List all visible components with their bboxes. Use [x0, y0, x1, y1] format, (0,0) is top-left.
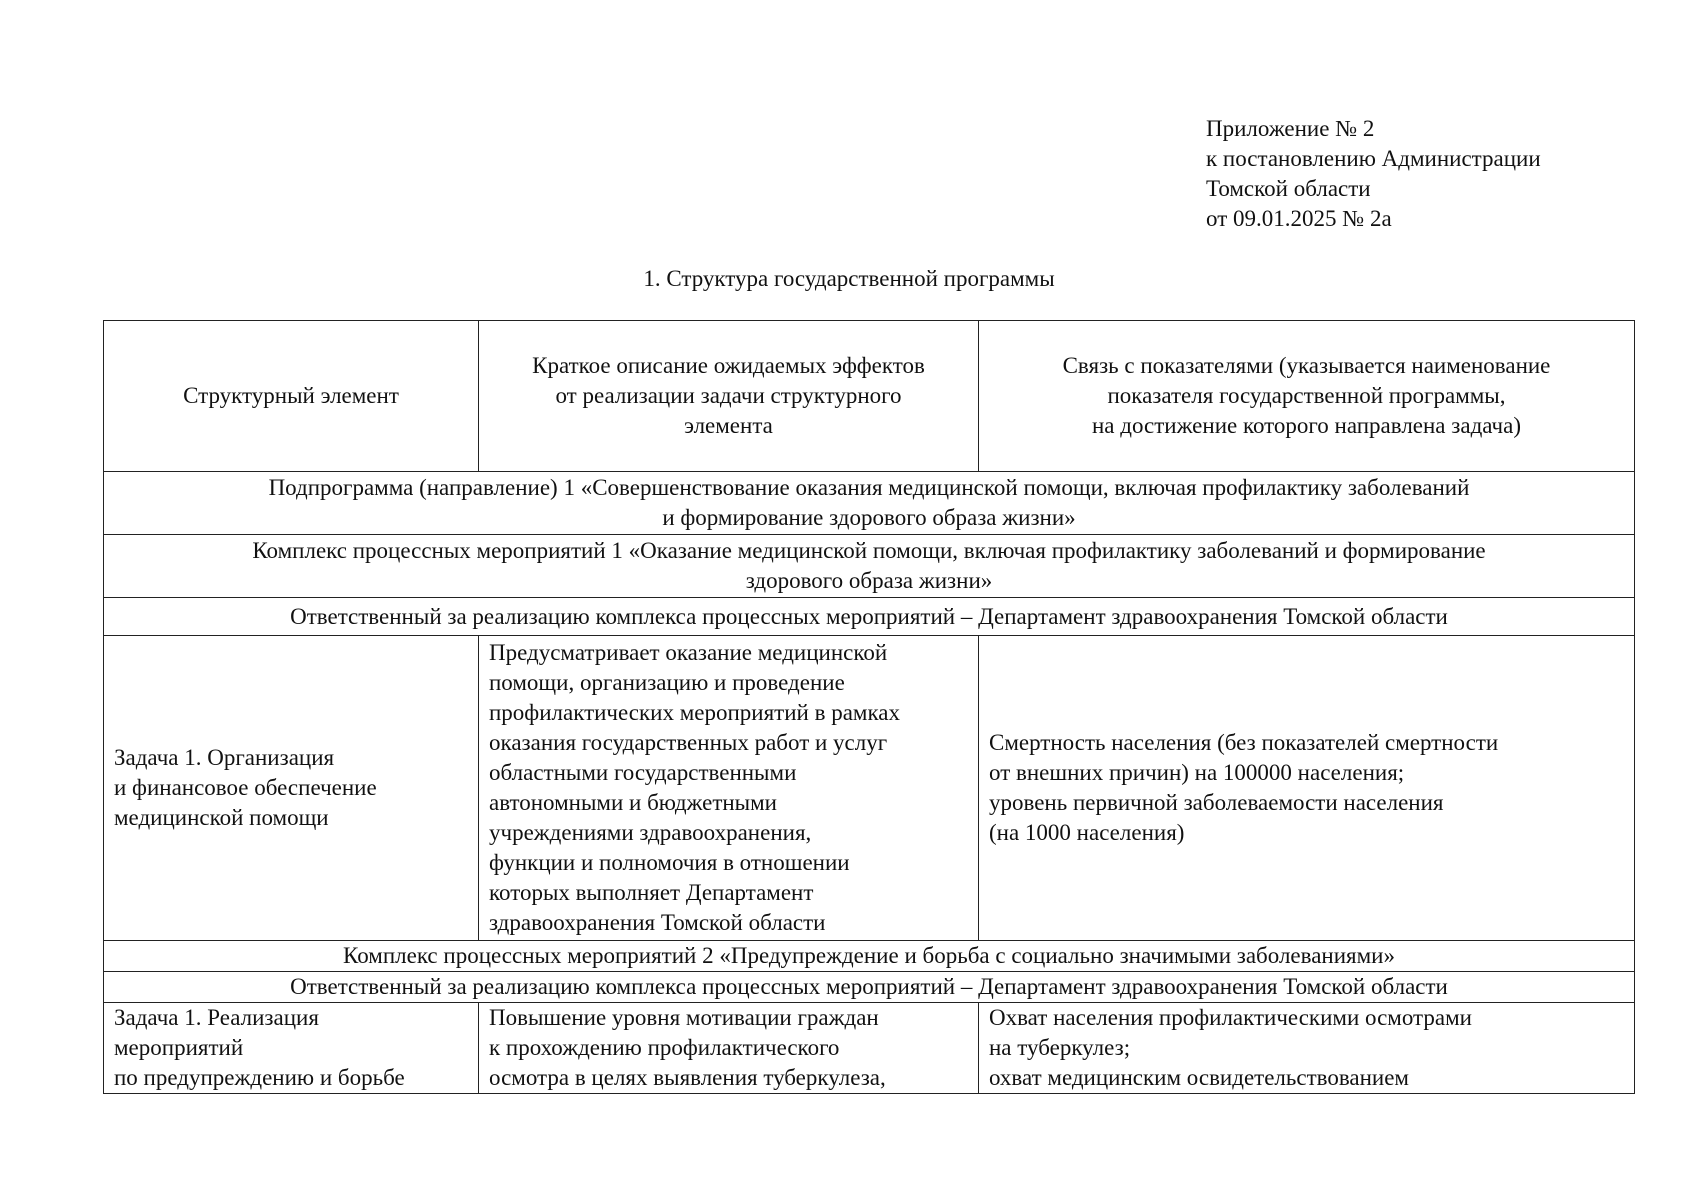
table-header-row: [104, 321, 1635, 472]
section-title: 1. Структура государственной программы: [643, 266, 1055, 291]
subprogram-title: Подпрограмма (направление) 1 «Совершенствование оказания медицинской помощи, включая профилактику заболеваний и формирование здорового образа жизни»: [104, 472, 1635, 535]
responsible1-text: Ответственный за реализацию комплекса процессных мероприятий – Департамент здравоохранения Томской области: [104, 598, 1635, 636]
responsible-row: [104, 598, 1635, 636]
task1-indicators: Смертность населения (без показателей смертности от внешних причин) на 100000 населения; уровень первичной заболеваемости населения (на 1000 населения): [979, 636, 1635, 941]
program-structure-table: [103, 320, 1635, 1094]
complex1-title: Комплекс процессных мероприятий 1 «Оказание медицинской помощи, включая профилактику заболеваний и формирование здорового образа жизни»: [104, 535, 1635, 598]
appendix-date: от 09.01.2025 № 2а: [1206, 206, 1392, 231]
appendix-region: Томской области: [1206, 176, 1371, 201]
task1-element: Задача 1. Организация и финансовое обеспечение медицинской помощи: [104, 636, 479, 941]
header-indicators: Связь с показателями (указывается наименование показателя государственной программы, на достижение которого направлена задача): [979, 321, 1635, 472]
task2-indicators: Охват населения профилактическими осмотрами на туберкулез; охват медицинским освидетельствованием: [979, 1003, 1635, 1094]
appendix-reference: к постановлению Администрации: [1206, 146, 1541, 171]
complex2-title: Комплекс процессных мероприятий 2 «Предупреждение и борьба с социально значимыми заболеваниями»: [104, 941, 1635, 972]
task2-effects: Повышение уровня мотивации граждан к прохождению профилактического осмотра в целях выявления туберкулеза,: [479, 1003, 979, 1094]
task2-element: Задача 1. Реализация мероприятий по предупреждению и борьбе: [104, 1003, 479, 1094]
table-row: [104, 1003, 1635, 1094]
complex-row: [104, 941, 1635, 972]
header-structural-element: Структурный элемент: [104, 321, 479, 472]
subprogram-row: [104, 472, 1635, 535]
appendix-number: Приложение № 2: [1206, 116, 1375, 141]
complex-row: [104, 535, 1635, 598]
header-effects: Краткое описание ожидаемых эффектов от реализации задачи структурного элемента: [479, 321, 979, 472]
responsible2-text: Ответственный за реализацию комплекса процессных мероприятий – Департамент здравоохранения Томской области: [104, 972, 1635, 1003]
table-row: [104, 636, 1635, 941]
appendix-header: [1206, 114, 1541, 234]
task1-effects: Предусматривает оказание медицинской помощи, организацию и проведение профилактических мероприятий в рамках оказания государственных работ и услуг областными государственными автономными и бюджетными учреждениями здравоохранения, функции и полномочия в отношении которых выполняет Департамент здравоохранения Томской области: [479, 636, 979, 941]
responsible-row: [104, 972, 1635, 1003]
